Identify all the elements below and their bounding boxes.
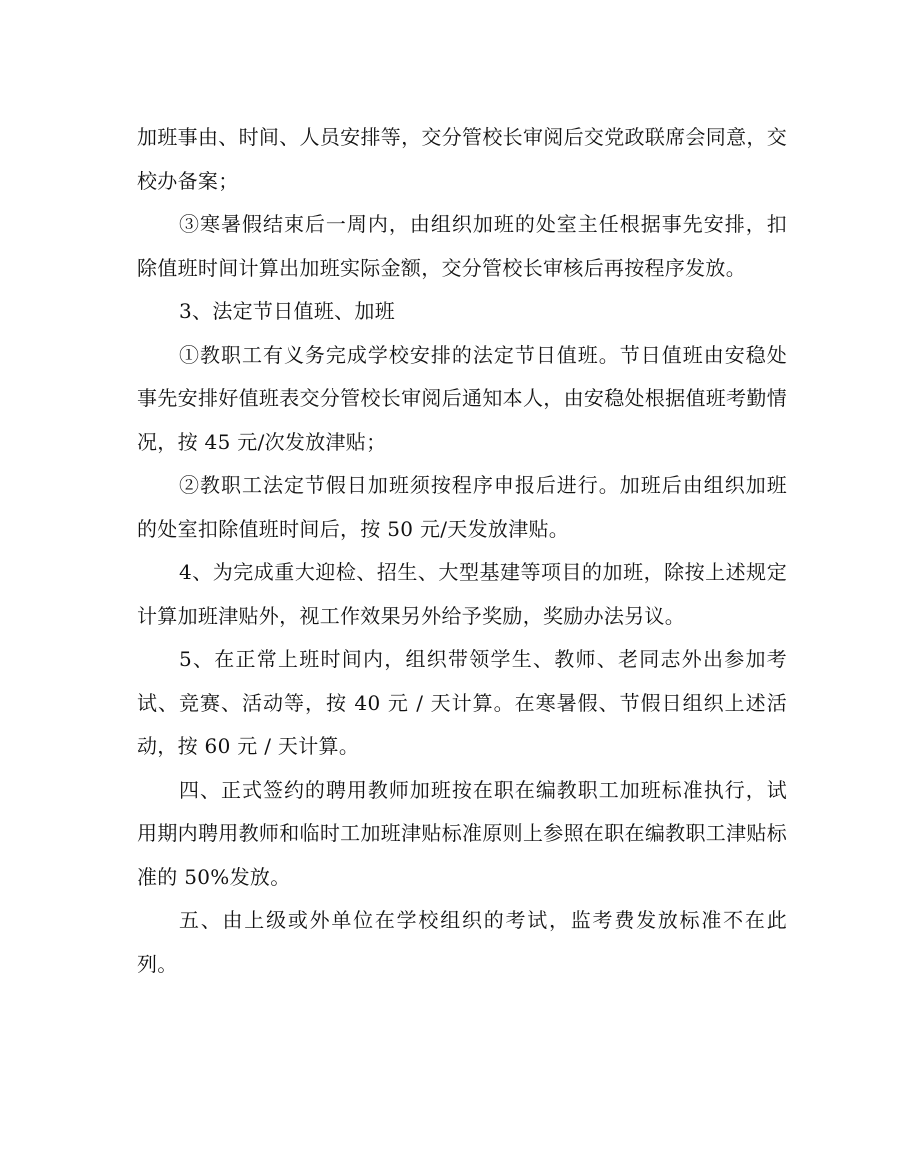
- document-body: [137, 116, 787, 986]
- paragraph-continuation: 加班事由、时间、人员安排等，交分管校长审阅后交党政联席会同意，交校办备案；: [137, 125, 787, 193]
- section-5: 五、由上级或外单位在学校组织的考试，监考费发放标准不在此列。: [137, 908, 787, 976]
- paragraph-4: 4、为完成重大迎检、招生、大型基建等项目的加班，除按上述规定计算加班津贴外，视工作效果另外给予奖励，奖励办法另议。: [137, 560, 787, 628]
- paragraph-item-1: ①教职工有义务完成学校安排的法定节日值班。节日值班由安稳处事先安排好值班表交分管校长审阅后通知本人，由安稳处根据值班考勤情况，按 45 元/次发放津贴；: [137, 342, 787, 454]
- section-heading-3: 3、法定节日值班、加班: [179, 299, 396, 323]
- paragraph-item-2: ②教职工法定节假日加班须按程序申报后进行。加班后由组织加班的处室扣除值班时间后，按 50 元/天发放津贴。: [137, 473, 787, 541]
- section-4: 四、正式签约的聘用教师加班按在职在编教职工加班标准执行，试用期内聘用教师和临时工加班津贴标准原则上参照在职在编教职工津贴标准的 50%发放。: [137, 777, 787, 889]
- paragraph-item-3: ③寒暑假结束后一周内，由组织加班的处室主任根据事先安排，扣除值班时间计算出加班实际金额，交分管校长审核后再按程序发放。: [137, 212, 787, 280]
- paragraph-5: 5、在正常上班时间内，组织带领学生、教师、老同志外出参加考试、竞赛、活动等，按 40 元 / 天计算。在寒暑假、节假日组织上述活动，按 60 元 / 天计算。: [137, 647, 787, 758]
